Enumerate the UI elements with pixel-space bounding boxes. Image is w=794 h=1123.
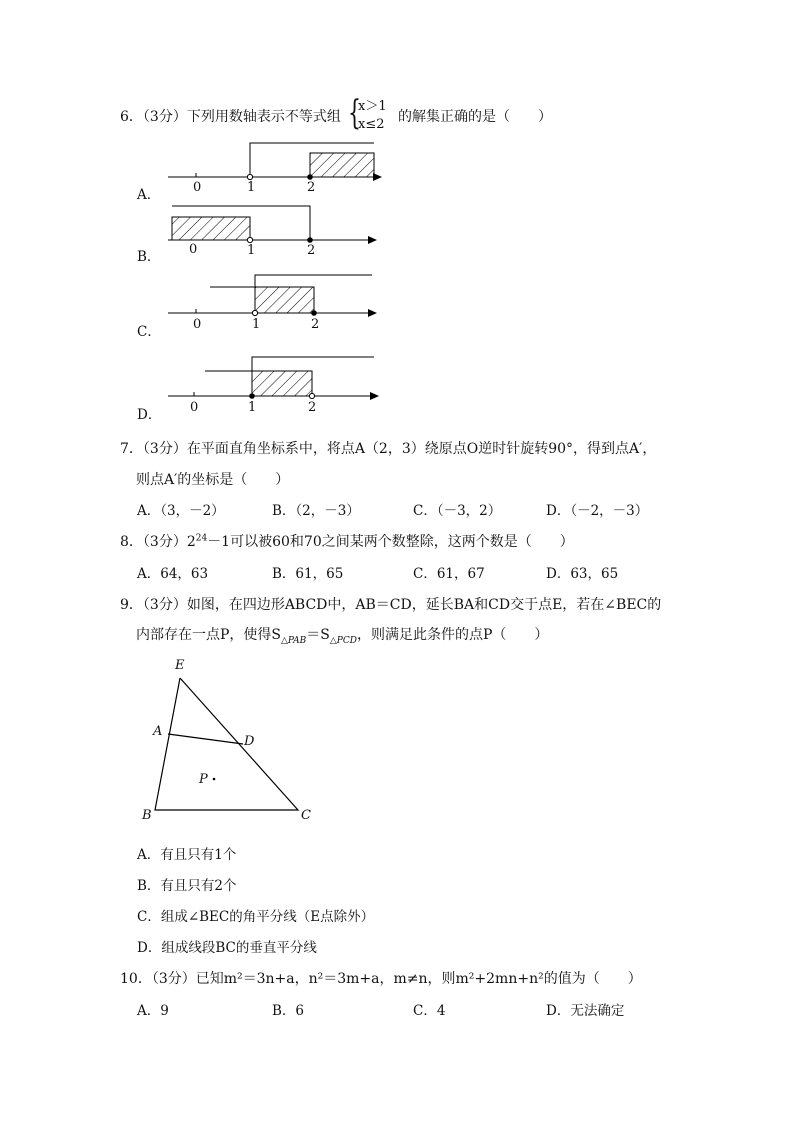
q10-stem: 10．（3分）已知m²＝3n+a，n²＝3m+a，m≠n，则m²+2mn+n²的值为（ ） [120,971,642,987]
tick-label: 2 [308,400,317,415]
q9-option-c[interactable]: C．组成∠BEC的角平分线（E点除外） [137,909,375,925]
q6-system-line2: x≤2 [358,117,385,132]
q9-line2-pre: 内部存在一点P，使得S [136,627,282,643]
figure-label-a: A [153,724,163,739]
q6-option-d-letter[interactable]: D． [137,407,162,423]
number-line-d [168,357,379,400]
q9-line2-post: ，则满足此条件的点P（ ） [356,627,549,643]
q7-option-b[interactable]: B．（2，－3） [272,503,360,519]
figure-label-p: P [199,772,208,787]
q9-sub-pcd: △PCD [329,635,357,646]
q8-option-c[interactable]: C．61，67 [413,566,485,582]
q8-option-b[interactable]: B．61，65 [272,566,344,582]
q9-option-b[interactable]: B．有且只有2个 [137,878,237,894]
tick-label: 1 [247,180,256,195]
q6-option-b-letter[interactable]: B． [137,249,161,265]
q6-stem-suffix: 的解集正确的是（ ） [398,109,552,125]
tick-label: 2 [307,243,316,258]
tick-label: 0 [189,242,198,257]
tick-label: 1 [252,317,261,332]
q9-stem-line1: 9．（3分）如图，在四边形ABCD中，AB＝CD，延长BA和CD交于点E，若在∠BEC的 [120,597,662,613]
q9-stem-line2 [136,624,548,646]
q8-stem [120,531,574,551]
q9-figure [155,678,298,810]
number-line-c [168,275,377,317]
figure-label-d: D [244,734,255,749]
tick-label: 1 [247,243,256,258]
number-line-a [168,143,382,181]
tick-label: 0 [193,180,202,195]
q7-option-a[interactable]: A．（3，－2） [137,503,225,519]
figure-label-e: E [175,658,185,673]
figure-label-b: B [142,808,152,823]
q8-option-d[interactable]: D．63，65 [546,566,619,582]
q6-system-line1: x＞1 [358,99,387,114]
q7-option-d[interactable]: D．（－2，－3） [546,503,649,519]
tick-label: 2 [307,180,316,195]
number-line-b [168,206,377,244]
q10-option-a[interactable]: A．9 [137,1003,169,1019]
tick-label: 0 [190,400,199,415]
q9-option-a[interactable]: A．有且只有1个 [137,847,237,863]
q6-option-a-letter[interactable]: A． [137,187,161,203]
q7-stem-line2: 则点A′的坐标是（ ） [136,472,290,488]
q9-line2-mid: ＝S [306,627,330,643]
q7-option-c[interactable]: C．（－3，2） [413,503,502,519]
tick-label: 1 [248,400,257,415]
q6-option-c-letter[interactable]: C． [137,324,161,340]
q10-option-b[interactable]: B．6 [272,1003,305,1019]
inequality-brace: { [348,93,361,133]
q9-option-d[interactable]: D．组成线段BC的垂直平分线 [137,940,317,956]
figure-label-c: C [301,808,311,823]
q9-sub-pab: △PAB [281,635,307,646]
q10-option-c[interactable]: C．4 [413,1003,446,1019]
q10-option-d[interactable]: D．无法确定 [546,1003,625,1019]
tick-label: 2 [311,317,320,332]
q7-stem-line1: 7．（3分）在平面直角坐标系中，将点A（2，3）绕原点O逆时针旋转90°，得到点A′， [120,441,657,457]
q6-stem-prefix: 6．（3分）下列用数轴表示不等式组 [120,109,341,125]
q8-stem-pre: 8．（3分）2 [120,534,196,550]
q8-exponent: 24 [195,533,208,544]
tick-label: 0 [193,317,202,332]
q8-stem-post: －1可以被60和70之间某两个数整除，这两个数是（ ） [207,534,574,550]
q8-option-a[interactable]: A．64，63 [137,566,209,582]
